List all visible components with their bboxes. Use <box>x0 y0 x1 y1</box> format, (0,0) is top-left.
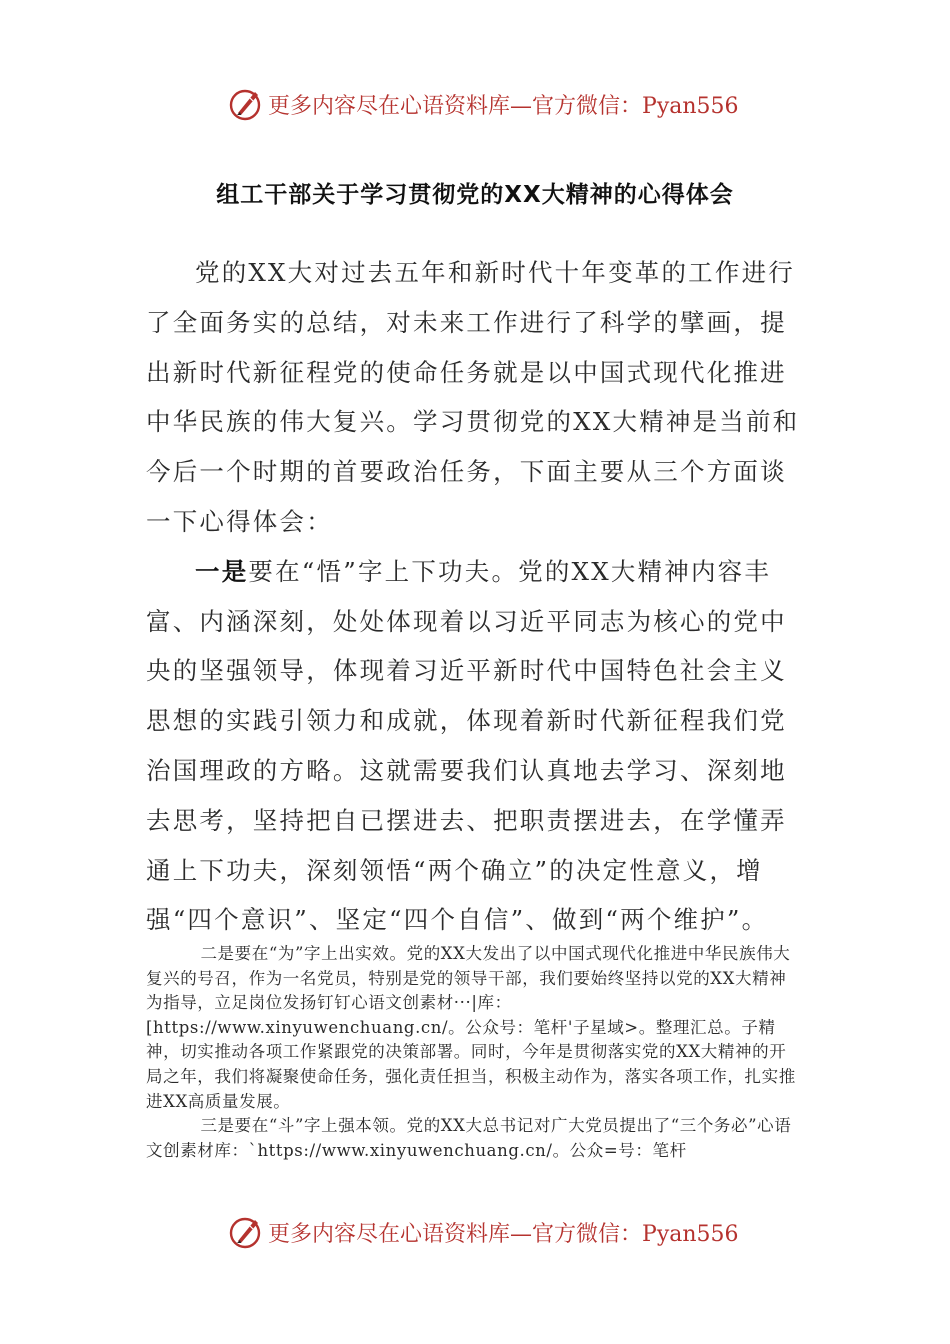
banner-wechat-id: Pyan556 <box>642 1221 739 1247</box>
point-one-paragraph <box>146 547 806 945</box>
banner-main-text: 更多内容尽在心语资料库 <box>268 93 511 119</box>
banner-wechat-label: 官方微信： <box>532 1221 643 1247</box>
document-body <box>146 248 806 945</box>
banner-text <box>268 89 739 120</box>
document-title: 组工干部关于学习贯彻党的XX大精神的心得体会 <box>216 182 734 208</box>
point-one-lead: 一是 <box>195 556 249 586</box>
banner-text <box>268 1217 739 1248</box>
point-three-paragraph: 三是要在“斗”字上强本领。党的XX大总书记对广大党员提出了“三个务必”心语文创素材库：`https://www.xinyuwenchuang.cn/。公众=号：笔杆 <box>146 1116 792 1160</box>
banner-wechat-id: Pyan556 <box>642 93 739 119</box>
header-banner <box>228 82 748 126</box>
point-two-paragraph: 二是要在“为”字上出实效。党的XX大发出了以中国式现代化推进中华民族伟大复兴的号召，作为一名党员，特别是党的领导干部，我们要始终坚持以党的XX大精神为指导，立足岗位发扬钉钉心语文创素材···|库：[https://www.xinyuwenchuang.cn/。公众号：笔杆'子星域>。整理汇总。子精神，切实推动各项工作紧跟党的决策部署。同时，今年是贯彻落实党的XX大精神的开局之年，我们将凝聚使命任务，强化责任担当，积极主动作为，落实各项工作，扎实推进XX高质量发展。 <box>146 944 796 1111</box>
banner-separator: — <box>510 93 533 119</box>
intro-paragraph: 党的XX大对过去五年和新时代十年变革的工作进行了全面务实的总结，对未来工作进行了科学的擘画，提出新时代新征程党的使命任务就是以中国式现代化推进中华民族的伟大复兴。学习贯彻党的XX大精神是当前和今后一个时期的首要政治任务，下面主要从三个方面谈一下心得体会： <box>146 258 800 536</box>
footer-banner <box>228 1210 748 1254</box>
banner-wechat-label: 官方微信： <box>532 93 643 119</box>
banner-separator: — <box>510 1221 533 1247</box>
pen-quill-logo-icon <box>228 1214 264 1250</box>
banner-main-text: 更多内容尽在心语资料库 <box>268 1221 511 1247</box>
document-small-body <box>146 942 800 1163</box>
pen-quill-logo-icon <box>228 86 264 122</box>
point-one-text: 要在“悟”字上下功夫。党的XX大精神内容丰富、内涵深刻，处处体现着以习近平同志为核心的党中央的坚强领导，体现着习近平新时代中国特色社会主义思想的实践引领力和成就，体现着新时代新征程我们党治国理政的方略。这就需要我们认真地去学习、深刻地去思考，坚持把自已摆进去、把职责摆进去，在学懂弄通上下功夫，深刻领悟“两个确立”的决定性意义，增强“四个意识”、坚定“四个自信”、做到“两个维护”。 <box>146 556 787 935</box>
